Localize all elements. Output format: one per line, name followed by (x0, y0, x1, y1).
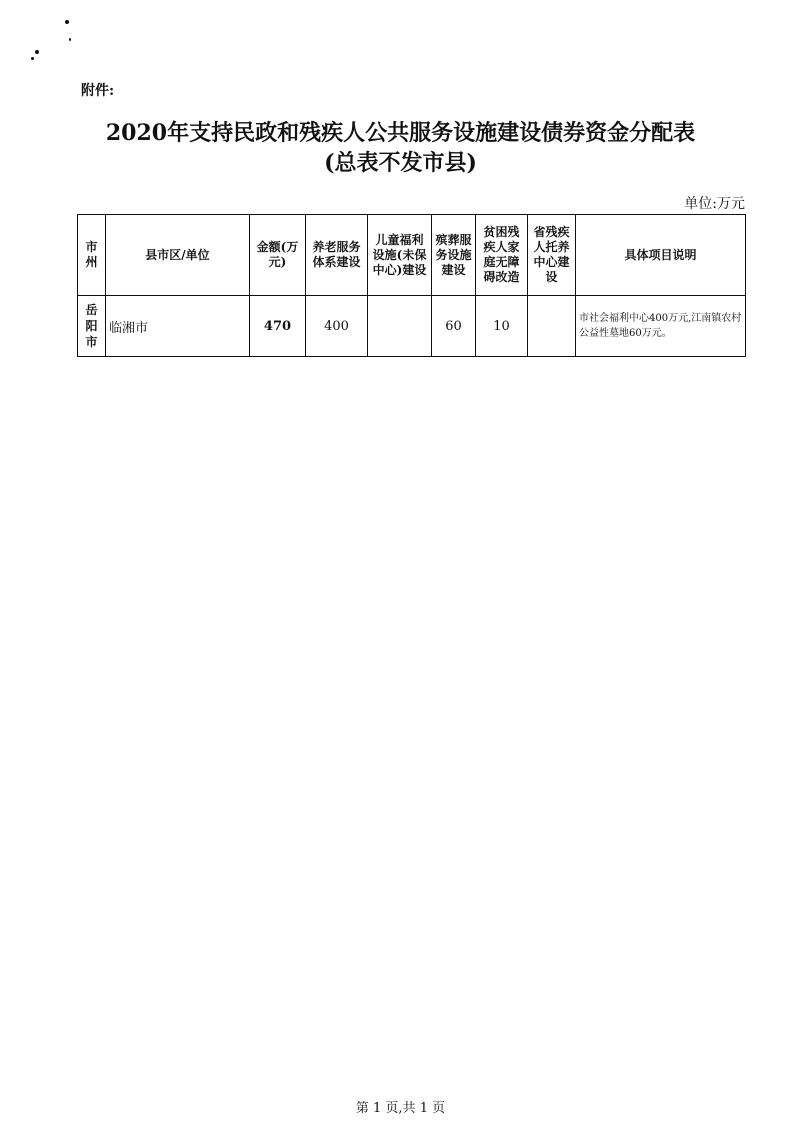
allocation-table (77, 214, 746, 357)
header-description: 具体项目说明 (576, 215, 746, 296)
table-row (78, 296, 746, 357)
cell-elderly-care: 400 (306, 296, 368, 357)
header-child-welfare: 儿童福利设施(未保中心)建设 (368, 215, 432, 296)
header-accessibility: 贫困残疾人家庭无障碍改造 (476, 215, 528, 296)
header-elderly-care: 养老服务体系建设 (306, 215, 368, 296)
cell-description: 市社会福利中心400万元,江南镇农村公益性墓地60万元。 (576, 296, 746, 357)
scan-speck (65, 20, 69, 24)
document-title: 2020年支持民政和残疾人公共服务设施建设债券资金分配表 (105, 120, 696, 146)
unit-label: 单位:万元 (684, 196, 745, 212)
scan-speck (69, 38, 71, 41)
cell-unit: 临湘市 (106, 296, 250, 357)
cell-accessibility: 10 (476, 296, 528, 357)
scan-speck (31, 57, 34, 60)
table-header-row (78, 215, 746, 296)
cell-city: 岳阳市 (78, 296, 106, 357)
cell-disabled-care-center (528, 296, 576, 357)
cell-child-welfare (368, 296, 432, 357)
document-subtitle: (总表不发市县) (324, 150, 477, 176)
cell-amount: 470 (250, 296, 306, 357)
header-unit: 县市区/单位 (106, 215, 250, 296)
header-funeral: 殡葬服务设施建设 (432, 215, 476, 296)
header-city: 市州 (78, 215, 106, 296)
attachment-label: 附件: (81, 83, 115, 99)
scan-speck (35, 50, 39, 54)
header-disabled-care-center: 省残疾人托养中心建设 (528, 215, 576, 296)
page-footer: 第 1 页,共 1 页 (355, 1101, 446, 1116)
cell-funeral: 60 (432, 296, 476, 357)
header-amount: 金额(万元) (250, 215, 306, 296)
